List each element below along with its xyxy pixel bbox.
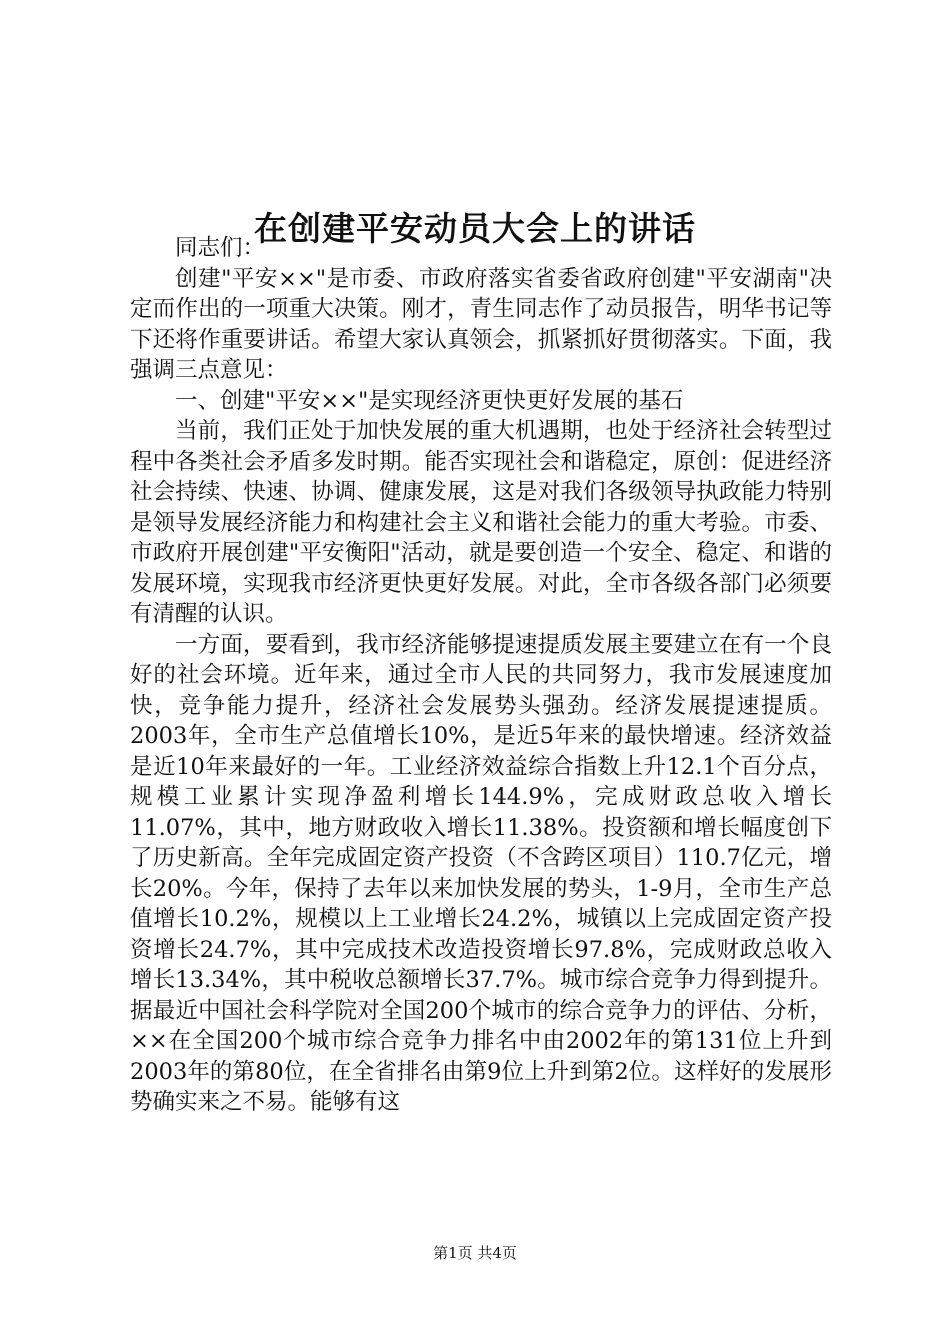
document-body — [130, 233, 832, 1118]
salutation-paragraph: 同志们： — [175, 235, 266, 261]
body-paragraph: 一方面，要看到，我市经济能够提速提质发展主要建立在有一个良好的社会环境。近年来，通过全市人民的共同努力，我市发展速度加快，竞争能力提升，经济社会发展势头强劲。经济发展提速提质。2003年，全市生产总值增长10%，是近5年来的最快增速。经济效益是近10年来最好的一年。工业经济效益综合指数上升12.1个百分点，规模工业累计实现净盈利增长144.9%，完成财政总收入增长11.07%，其中，地方财政收入增长11.38%。投资额和增长幅度创下了历史新高。全年完成固定资产投资（不含跨区项目）110.7亿元，增长20%。今年，保持了去年以来加快发展的势头，1-9月，全市生产总值增长10.2%，规模以上工业增长24.2%，城镇以上完成固定资产投资增长24.7%，其中完成技术改造投资增长97.8%，完成财政总收入增长13.34%，其中税收总额增长37.7%。城市综合竞争力得到提升。据最近中国社会科学院对全国200个城市的综合竞争力的评估、分析，××在全国200个城市综合竞争力排名中由2002年的第131位上升到2003年的第80位，在全省排名由第9位上升到第2位。这样好的发展形势确实来之不易。能够有这 — [130, 631, 832, 1115]
section-heading-1: 一、创建"平安××"是实现经济更快更好发展的基石 — [175, 387, 684, 414]
body-paragraph: 当前，我们正处于加快发展的重大机遇期，也处于经济社会转型过程中各类社会矛盾多发时期。能否实现社会和谐稳定，原创：促进经济社会持续、快速、协调、健康发展，这是对我们各级领导执政能力特别是领导发展经济能力和构建社会主义和谐社会能力的重大考验。市委、市政府开展创建"平安衡阳"活动，就是要创造一个安全、稳定、和谐的发展环境，实现我市经济更快更好发展。对此，全市各级各部门必须要有清醒的认识。 — [130, 418, 832, 627]
page-number: 第1页 共4页 — [433, 1244, 517, 1262]
document-title: 在创建平安动员大会上的讲话 — [254, 209, 696, 249]
intro-paragraph: 创建"平安××"是市委、市政府落实省委省政府创建"平安湖南"决定而作出的一项重大决策。刚才，青生同志作了动员报告，明华书记等下还将作重要讲话。希望大家认真领会，抓紧抓好贯彻落实。下面，我强调三点意见： — [130, 265, 832, 383]
